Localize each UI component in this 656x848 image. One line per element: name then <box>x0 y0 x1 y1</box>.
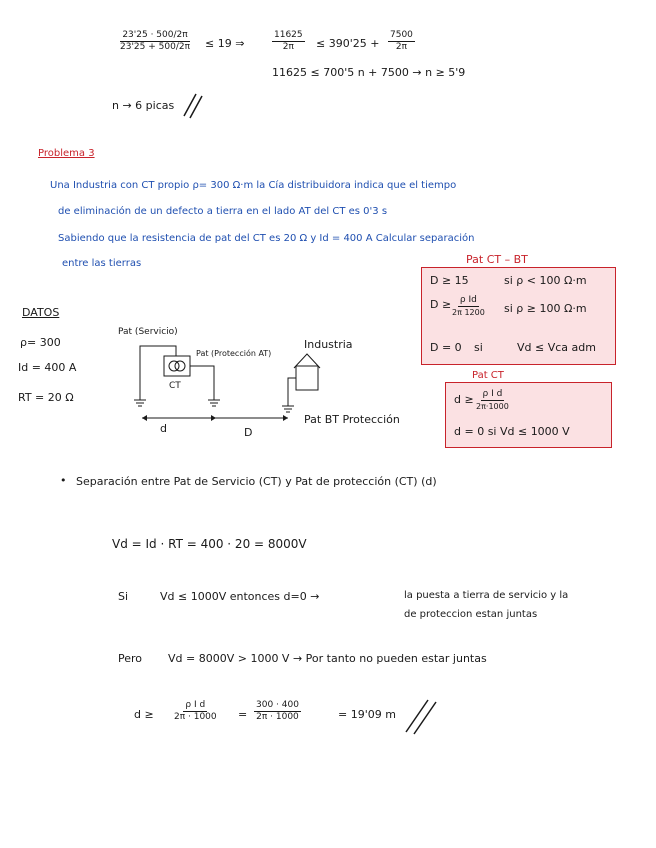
problem-title: Problema 3 <box>38 148 95 159</box>
box2-title: Pat CT <box>472 370 504 381</box>
problem-line-2: de eliminación de un defecto a tierra en el lado AT del CT es 0'3 s <box>58 206 388 217</box>
box1-row2-denominator: 2π 1200 <box>452 308 485 317</box>
solution-pero-text: Vd = 8000V > 1000 V → Por tanto no pueden estar juntas <box>168 652 487 665</box>
box1-row2-numerator: ρ Id <box>459 295 477 305</box>
solution-d-fraction-2 <box>254 700 301 723</box>
solution-vd: Vd = Id · RT = 400 · 20 = 8000V <box>112 537 307 551</box>
datos-title: DATOS <box>22 306 60 319</box>
box1-row1-left: D ≥ 15 <box>430 274 469 287</box>
problem-line-3: Sabiendo que la resistencia de pat del CT es 20 Ω y Id = 400 A Calcular separación <box>58 233 475 244</box>
datos-rho: ρ= 300 <box>20 336 61 349</box>
problem-line-1: Una Industria con CT propio ρ= 300 Ω·m la Cía distribuidora indica que el tiempo <box>50 180 457 191</box>
le-expression: ≤ 390'25 + <box>316 37 380 50</box>
label-d-large: D <box>244 426 253 439</box>
label-ct: CT <box>169 381 181 391</box>
solution-si-result-2: de proteccion estan juntas <box>404 609 538 620</box>
box1-title: Pat CT – BT <box>466 253 528 266</box>
solution-eq: = <box>238 708 248 721</box>
solution-d-label: d ≥ <box>134 708 154 721</box>
solution-d-den1: 2π · 1000 <box>174 712 217 722</box>
solution-pero-label: Pero <box>118 652 143 665</box>
top-answer: n → 6 picas <box>112 99 175 112</box>
label-d-small: d <box>160 422 167 435</box>
box1-row2-left: D ≥ <box>430 298 452 311</box>
top-fraction-1 <box>118 30 192 53</box>
solution-bullet: Separación entre Pat de Servicio (CT) y Pat de protección (CT) (d) <box>76 475 437 488</box>
solution-si-result-1: la puesta a tierra de servicio y la <box>404 590 569 601</box>
le-19: ≤ 19 ⇒ <box>205 37 245 50</box>
solution-si-label: Si <box>118 590 129 603</box>
grounding-diagram <box>120 320 440 450</box>
box-pat-ct-bt <box>421 267 616 365</box>
double-slash-icon-2 <box>402 698 442 738</box>
solution-d-fraction-1 <box>172 700 219 723</box>
solution-si-condition: Vd ≤ 1000V entonces d=0 → <box>160 590 320 603</box>
solution-d-num1: ρ I d <box>185 700 206 710</box>
solution-d-num2: 300 · 400 <box>256 700 299 710</box>
top-fraction-2 <box>272 30 305 53</box>
box-pat-ct <box>445 382 612 448</box>
box1-row2-right: si ρ ≥ 100 Ω·m <box>504 302 587 315</box>
label-pat-bt: Pat BT Protección <box>304 413 400 426</box>
label-industria: Industria <box>304 338 353 351</box>
frac1-denominator: 23'25 + 500/2π <box>120 42 190 52</box>
bullet-icon: • <box>60 474 67 487</box>
frac3-numerator: 7500 <box>390 30 413 40</box>
frac2-denominator: 2π <box>282 42 294 52</box>
top-line-2: 11625 ≤ 700'5 n + 7500 → n ≥ 5'9 <box>272 66 466 79</box>
box1-row3-mid: si <box>474 341 483 354</box>
top-fraction-3 <box>388 30 415 53</box>
problem-line-4: entre las tierras <box>62 258 142 269</box>
solution-d-den2: 2π · 1000 <box>256 712 299 722</box>
box2-row1-fraction <box>474 389 511 412</box>
datos-rt: RT = 20 Ω <box>18 391 74 404</box>
box1-row3-left: D = 0 <box>430 341 462 354</box>
box1-row2-fraction <box>450 295 487 318</box>
box1-row1-right: si ρ < 100 Ω·m <box>504 274 587 287</box>
frac3-denominator: 2π <box>395 42 408 52</box>
double-slash-icon <box>180 92 210 122</box>
box2-row1-denominator: 2π·1000 <box>476 402 509 411</box>
datos-id: Id = 400 A <box>18 361 77 374</box>
box2-row2: d = 0 si Vd ≤ 1000 V <box>454 425 570 438</box>
box1-row3-right: Vd ≤ Vca adm <box>517 341 596 354</box>
box2-row1-left: d ≥ <box>454 393 474 406</box>
box2-row1-numerator: ρ I d <box>482 389 503 399</box>
frac1-numerator: 23'25 · 500/2π <box>122 30 188 40</box>
label-pat-servicio: Pat (Servicio) <box>118 327 178 337</box>
label-pat-proteccion-at: Pat (Protección AT) <box>196 349 272 358</box>
frac2-numerator: 11625 <box>274 30 303 40</box>
solution-d-result: = 19'09 m <box>338 708 396 721</box>
